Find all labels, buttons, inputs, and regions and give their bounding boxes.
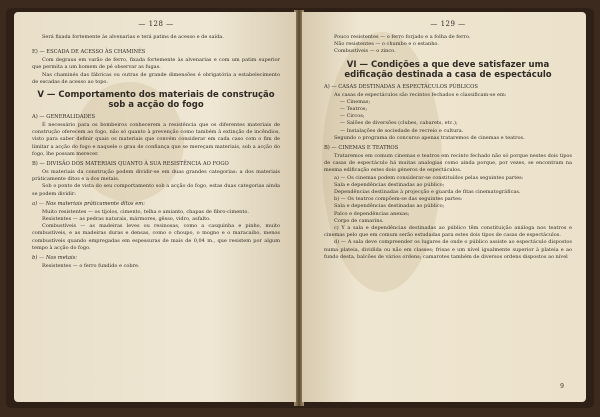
paragraph: Palco e dependências anexas; (334, 210, 410, 217)
list-item: — Cinemas; (340, 98, 371, 105)
paragraph: Dependências destinadas à projecção e guarda de fitas cinematográficas. (334, 189, 521, 196)
paragraph: Não resistentes — o chumbo e o estanho. (334, 41, 439, 48)
paragraph: É necessário para os bombeiros conhecerem a resistência que os diferentes materiais de construção oferecem ao fogo, não só quanto à prevenção como também à extinção de incêndios, visto para saber definir quais os materiais que convém considerar em cada caso com o fim de limitar a acção do fogo e naquele o grau de confiança que se mereçam materiais, sob a acção do fogo, lhe possam merecer. (32, 122, 280, 157)
paragraph: Combustíveis — o zinco. (334, 48, 396, 55)
paragraph: Resistentes — o ferro fundido e cobre. (42, 263, 140, 270)
paragraph: c) Y a sala e dependências destinadas ao público têm constituição análoga nos teatros e cinemas pelo que em comum serão estudadas para estes dois tipos de casas de espectáculos. (324, 225, 572, 239)
subsection-heading: b) — Nos metais: (32, 255, 78, 262)
paragraph: a) — Os cinemas podem considerar-se constituídos pelas seguintes partes: (334, 174, 524, 181)
list-item: — Instalações de sociedade de recreio e cultura. (340, 127, 464, 134)
paragraph: Sob o ponto de vista do seu comportamento sob a acção do fogo, estas duas categorias ainda se podem dividir: (32, 183, 280, 197)
paragraph: Combustíveis — as madeiras leves ou resinosas, como a casquinha e pinho, muito combustíveis, e as madeiras duras e densas, como o choupo, o mogno e o maracaibo, menos combustíveis quando empregadas em espessuras de mais de 0,04 m., que resistem por algum tempo à acção do fogo. (32, 223, 280, 251)
paragraph: Os materiais da construção podem dividir-se em duas grandes categorias: a dos materiais pràticamente ditos e a dos metais. (32, 169, 280, 183)
right-page-number: — 129 — (430, 20, 466, 28)
section-heading: B) — DIVISÃO DOS MATERIAIS QUANTO À SUA RESISTÊNCIA AO FOGO (32, 161, 229, 168)
open-book (6, 8, 594, 408)
left-page (14, 12, 296, 402)
paragraph: As casas de espectáculos são recintos fechados e classificam-se em: (334, 91, 507, 98)
chapter-title: VI — Condições a que deve satisfazer uma edificação destinada a casa de espectáculo (344, 59, 552, 80)
list-item: — Salões de diversões (clubes, cabarets, etc.); (340, 120, 458, 127)
paragraph: Resistentes — as pedras naturais, mármores, gêsso, vidro, asfalto. (42, 216, 211, 223)
paragraph: Nas chaminés das fábricas ou outras de grande dimensões é obrigatória a estabelecimento de escadas de acesso ao topo. (32, 71, 280, 85)
section-heading: A) — GENERALIDADES (32, 114, 96, 121)
section-heading: A) — CASAS DESTINADAS A ESPECTÁCULOS PÚBLICOS (324, 83, 478, 90)
paragraph: Sala e dependências destinadas ao público; (334, 181, 445, 188)
section-heading: B) — CINEMAS E TEATROS (324, 145, 399, 152)
paragraph: d) — A sala deve compreender os lugares de onde o público assiste ao espectáculo dispostos numa plateia, dividida ou não em classes; frisas e um nível igualmente superior à plateia e ao fundo desta, balcões de vários ordens; camarotes também de diversos ordens dispostos ao nível (324, 239, 572, 260)
chapter-title: V — Comportamento dos materiais de construção sob a acção do fogo (37, 90, 275, 111)
paragraph: Será fixada fortemente às alvenarias e terá patins de acesso e de saída. (42, 34, 224, 40)
paragraph: Segundo o programa do concurso apenas trataremos de cinemas e teatros. (334, 134, 525, 141)
paragraph: Pouco resistentes — o ferro forjado e a folha de ferro. (334, 34, 471, 40)
list-item: — Circos; (340, 113, 365, 120)
list-item: — Teatros; (340, 106, 368, 113)
right-page (302, 12, 586, 402)
paragraph: Trataremos em comum cinemas e teatros em recinto fechado não só porque nestes dois tipos de casas de espectáculo há muitas analogias como ainda porque, por vezes, se encontram na mesma edificação estes dois géneros de espectáculos. (324, 153, 572, 174)
paragraph: Corpo de camarins. (334, 217, 384, 224)
paragraph: b) — Os teatros compõem-se das seguintes partes: (334, 196, 463, 203)
paragraph: Sala e dependências destinadas ao público; (334, 203, 445, 210)
subsection-heading: a) — Nos materiais pràticamente ditos em: (32, 200, 145, 207)
paragraph: Com degraus em varão de ferro, fixada fortemente às alvenarias e com um patim superior que permita a um homem de pé observar as fugas. (32, 57, 280, 71)
left-page-number: — 128 — (138, 20, 174, 28)
paragraph: Muito resistentes — os tijolos, cimento, telha e amianto, chapas de fibro-cimento. (42, 208, 249, 215)
section-heading: E) — ESCADA DE ACESSO ÀS CHAMINÉS (32, 49, 146, 56)
signature-mark: 9 (560, 383, 564, 390)
